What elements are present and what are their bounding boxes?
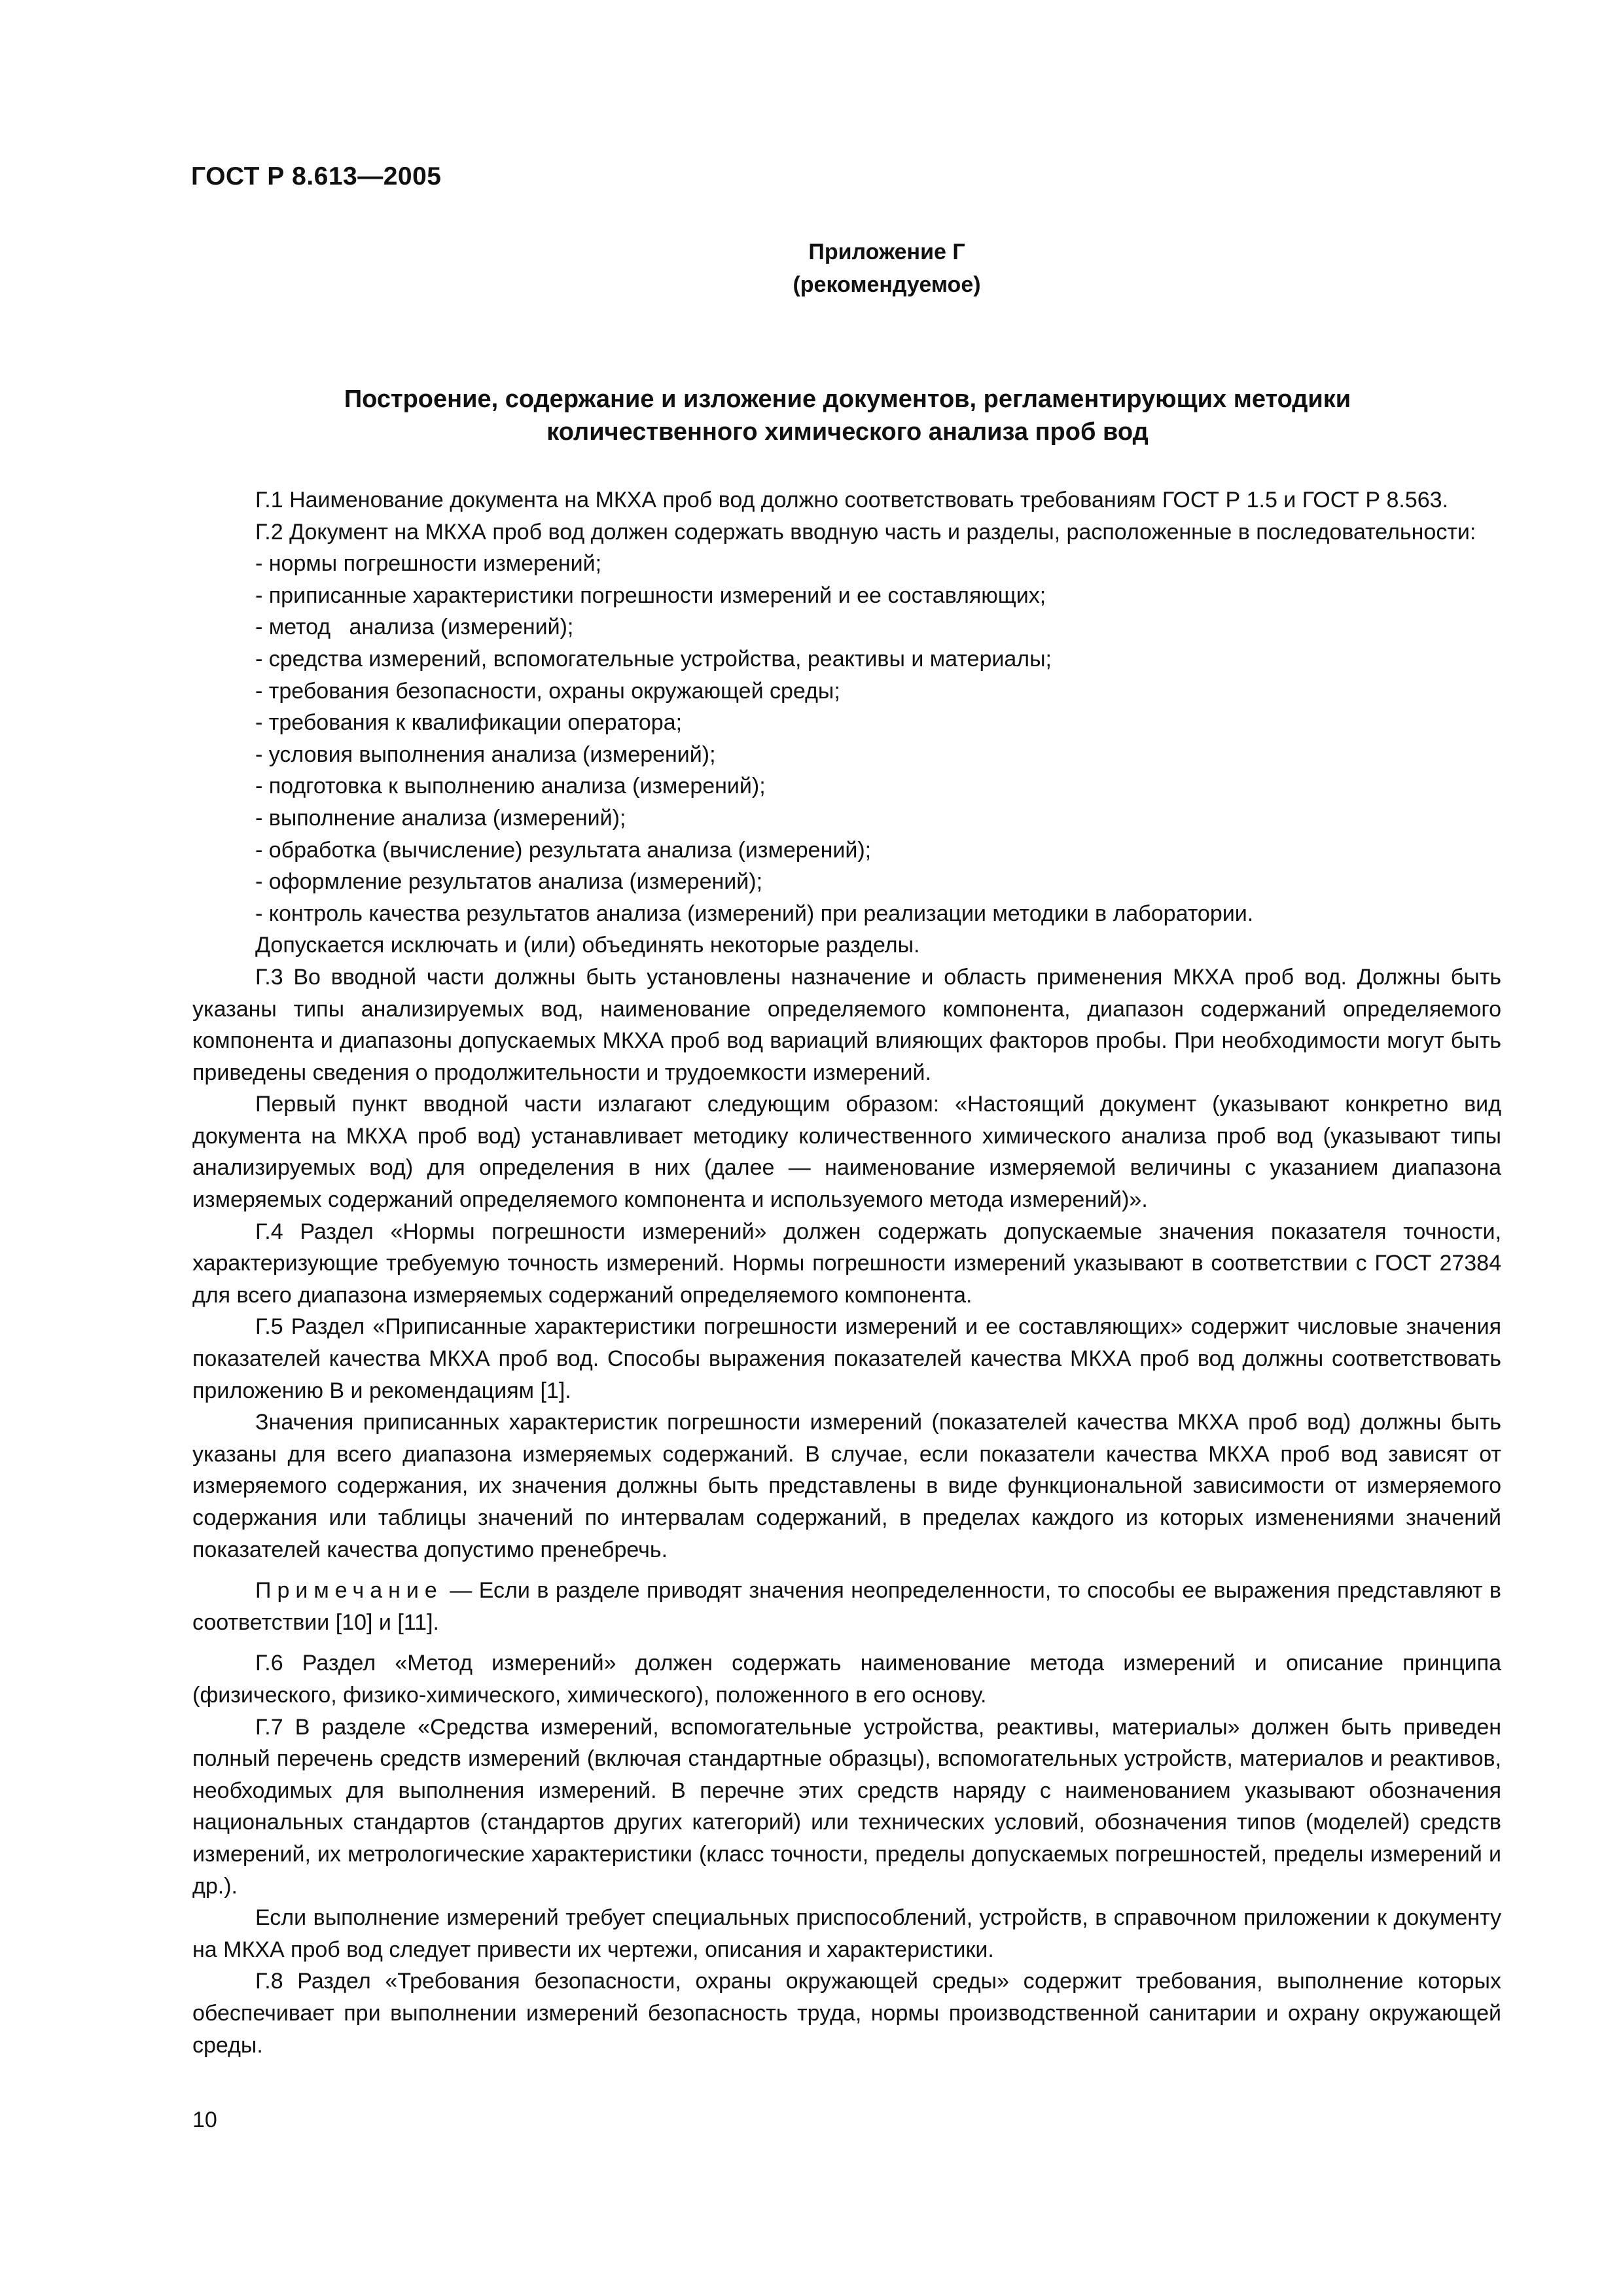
appendix-status: (рекомендуемое) [793, 272, 981, 297]
list-item: - условия выполнения анализа (измерений); [255, 742, 716, 767]
paragraph-g5-second: Значения приписанных характеристик погрешности измерений (показателей качества МКХА проб вод) должны быть указаны для всего диапазона измеряемых содержаний. В случае, если показатели качества МКХА проб вод зависят от измеряемого содержания, их значения должны быть представлены в виде функциональной зависимости от измеряемого содержания или таблицы значений по интервалам содержаний, в пределах каждого из которых изменениями значений показателей качества допустимо пренебречь. [192, 1410, 1501, 1562]
note [192, 1575, 1501, 1638]
paragraph-g7: Г.7 В разделе «Средства измерений, вспомогательные устройства, реактивы, материалы» должен быть приведен полный перечень средств измерений (включая стандартные образцы), вспомогательных устройств, материалов и реактивов, необходимых для выполнения измерений. В перечне этих средств наряду с наименованием указывают обозначения национальных стандартов (стандартов других категорий) или технических условий, обозначения типов (моделей) средств измерений, их метрологические характеристики (класс точности, пределы допускаемых погрешностей, пределы измерений и др.). [192, 1714, 1501, 1899]
paragraph-g2-tail: Допускается исключать и (или) объединять некоторые разделы. [255, 933, 920, 958]
document-body [192, 484, 1501, 2061]
section-title [196, 383, 1499, 448]
paragraph-g7-second: Если выполнение измерений требует специальных приспособлений, устройств, в справочном приложении к документу на МКХА проб вод следует привести их чертежи, описания и характеристики. [192, 1905, 1501, 1962]
list-item: - обработка (вычисление) результата анализа (измерений); [255, 837, 872, 863]
list-item: - подготовка к выполнению анализа (измерений); [255, 774, 766, 799]
paragraph-g3: Г.3 Во вводной части должны быть установлены назначение и область применения МКХА проб вод. Должны быть указаны типы анализируемых вод, наименование определяемого компонента, диапазон содержаний определяемого компонента и диапазоны допускаемых МКХА проб вод вариаций влияющих факторов пробы. При необходимости могут быть приведены сведения о продолжительности и трудоемкости измерений. [192, 964, 1501, 1085]
appendix-label: Приложение Г [808, 240, 965, 264]
list-item: - требования безопасности, охраны окружающей среды; [255, 678, 840, 704]
paragraph-g3-second: Первый пункт вводной части излагают следующим образом: «Настоящий документ (указывают конкретно вид документа на МКХА проб вод) устанавливает методику количественного химического анализа проб вод (указывают типы анализируемых вод) для определения в них (далее — наименование измеряемой величины с указанием диапазона измеряемых содержаний определяемого компонента и используемого метода измерений)». [192, 1092, 1501, 1213]
paragraph-g1: Г.1 Наименование документа на МКХА проб вод должно соответствовать требованиям ГОСТ Р 1.5 и ГОСТ Р 8.563. [255, 488, 1448, 512]
document-code: ГОСТ Р 8.613—2005 [191, 162, 442, 190]
list-item: - контроль качества результатов анализа (измерений) при реализации методики в лаборатории. [255, 901, 1254, 926]
page-number: 10 [192, 2108, 217, 2132]
section-title-line-2: количественного химического анализа проб вод [546, 418, 1149, 446]
note-text: — Если в разделе приводят значения неопределенности, то способы ее выражения представляют в соответствии [10] и [11]. [192, 1578, 1501, 1635]
paragraph-g2: Г.2 Документ на МКХА проб вод должен содержать вводную часть и разделы, расположенные в последовательности: [255, 519, 1476, 545]
paragraph-g4: Г.4 Раздел «Нормы погрешности измерений» должен содержать допускаемые значения показателя точности, характеризующие требуемую точность измерений. Нормы погрешности измерений указывают в соответствии с ГОСТ 27384 для всего диапазона измеряемых содержаний определяемого компонента. [192, 1219, 1501, 1308]
paragraph-g6: Г.6 Раздел «Метод измерений» должен содержать наименование метода измерений и описание принципа (физического, физико-химического, химического), положенного в его основу. [192, 1651, 1501, 1708]
list-item: - выполнение анализа (измерений); [255, 805, 626, 831]
section-title-line-1: Построение, содержание и изложение документов, регламентирующих методики [344, 386, 1351, 413]
note-label: Примечание [255, 1578, 443, 1604]
list-item: - приписанные характеристики погрешности измерений и ее составляющих; [255, 583, 1046, 608]
list-item: - нормы погрешности измерений; [255, 551, 602, 577]
section-list [192, 548, 1501, 929]
appendix-heading [0, 236, 1623, 301]
list-item: - средства измерений, вспомогательные устройства, реактивы и материалы; [255, 646, 1052, 672]
list-item: - требования к квалификации оператора; [255, 710, 683, 736]
list-item: - метод анализа (измерений); [255, 615, 574, 640]
paragraph-g8: Г.8 Раздел «Требования безопасности, охраны окружающей среды» содержит требования, выполнение которых обеспечивает при выполнении измерений безопасность труда, нормы производственной санитарии и охрану окружающей среды. [192, 1969, 1501, 2058]
list-item: - оформление результатов анализа (измерений); [255, 869, 763, 895]
paragraph-g5: Г.5 Раздел «Приписанные характеристики погрешности измерений и ее составляющих» содержит числовые значения показателей качества МКХА проб вод. Способы выражения показателей качества МКХА проб вод должны соответствовать приложению В и рекомендациям [1]. [192, 1314, 1501, 1403]
